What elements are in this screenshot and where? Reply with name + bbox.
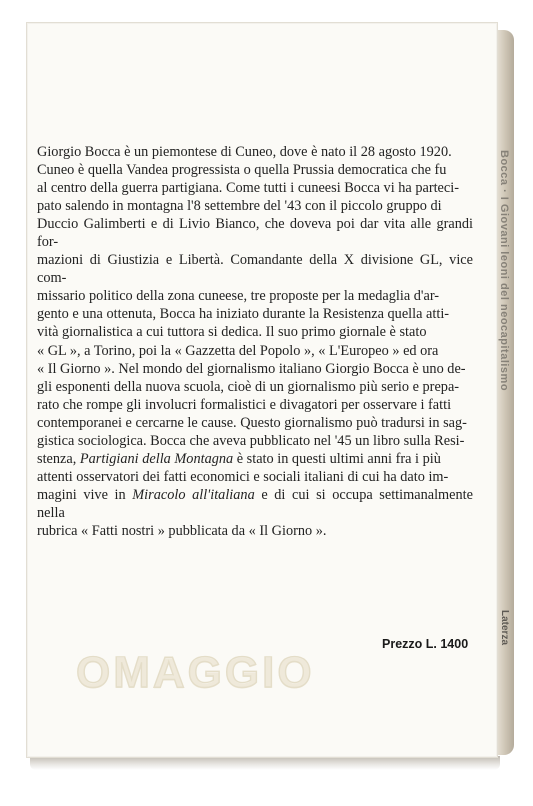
bio-line: magini vive in	[37, 486, 133, 503]
bio-line: gento e una ottenuta, Bocca ha iniziato durante la Resistenza quella atti-	[37, 306, 450, 323]
bio-line: e di cui si occupa settimanalmente nella	[37, 486, 473, 521]
bio-line: « Il Giorno ». Nel mondo del giornalismo italiano Giorgio Bocca è uno de-	[37, 360, 466, 377]
bio-line: al centro della guerra partigiana. Come tutti i cuneesi Bocca vi ha parteci-	[37, 180, 459, 197]
bio-line: contemporanei e cercarne le cause. Questo giornalismo può tradursi in sag-	[37, 414, 467, 431]
bio-line: pato salendo in montagna l'8 settembre del '43 con il piccolo gruppo di	[37, 198, 442, 215]
bio-line: attenti osservatori dei fatti economici e sociali italiani di cui ha dato im-	[37, 468, 449, 485]
bio-line: è stato in questi ultimi anni fra i più	[233, 450, 441, 467]
bio-line: Cuneo è quella Vandea progressista o quella Prussia democratica che fu	[37, 162, 447, 179]
omaggio-stamp: OMAGGIO	[76, 648, 315, 697]
bio-line: vità giornalistica a cui tuttora si dedica. Il suo primo giornale è stato	[37, 324, 427, 341]
bio-line: gli esponenti della nuova scuola, cioè di un giornalismo più serio e prepa-	[37, 378, 460, 395]
bio-line: rato che rompe gli involucri formalistici e divagatori per osservare i fatti	[37, 396, 452, 413]
bio-line: gistica sociologica. Bocca che aveva pubblicato nel '45 un libro sulla Resi-	[37, 432, 465, 449]
book-title-partigiani: Partigiani della Montagna	[79, 450, 234, 467]
spine-publisher: Laterza	[499, 610, 510, 646]
bio-line: missario politico della zona cuneese, tre proposte per la medaglia d'ar-	[37, 288, 440, 305]
bio-line: mazioni di Giustizia e Libertà. Comandante della X divisione GL, vice com-	[37, 252, 473, 287]
book-bottom-edge	[30, 756, 500, 770]
spine-title: Bocca · I Giovani leoni del neocapitalismo	[498, 150, 510, 392]
bio-line: rubrica « Fatti nostri » pubblicata da « Il Giorno ».	[37, 522, 327, 539]
price-label: Prezzo L. 1400	[382, 637, 469, 651]
bio-line: Giorgio Bocca è un piemontese di Cuneo, dove è nato il 28 agosto 1920.	[37, 144, 452, 160]
bio-line: « GL », a Torino, poi la « Gazzetta del Popolo », « L'Europeo » ed ora	[37, 342, 439, 359]
author-biography	[37, 143, 473, 540]
bio-line: stenza,	[37, 450, 80, 467]
bio-line: Duccio Galimberti e di Livio Bianco, che doveva poi dar vita alle grandi for-	[37, 216, 473, 251]
book-title-miracolo: Miracolo all'italiana	[132, 486, 255, 503]
